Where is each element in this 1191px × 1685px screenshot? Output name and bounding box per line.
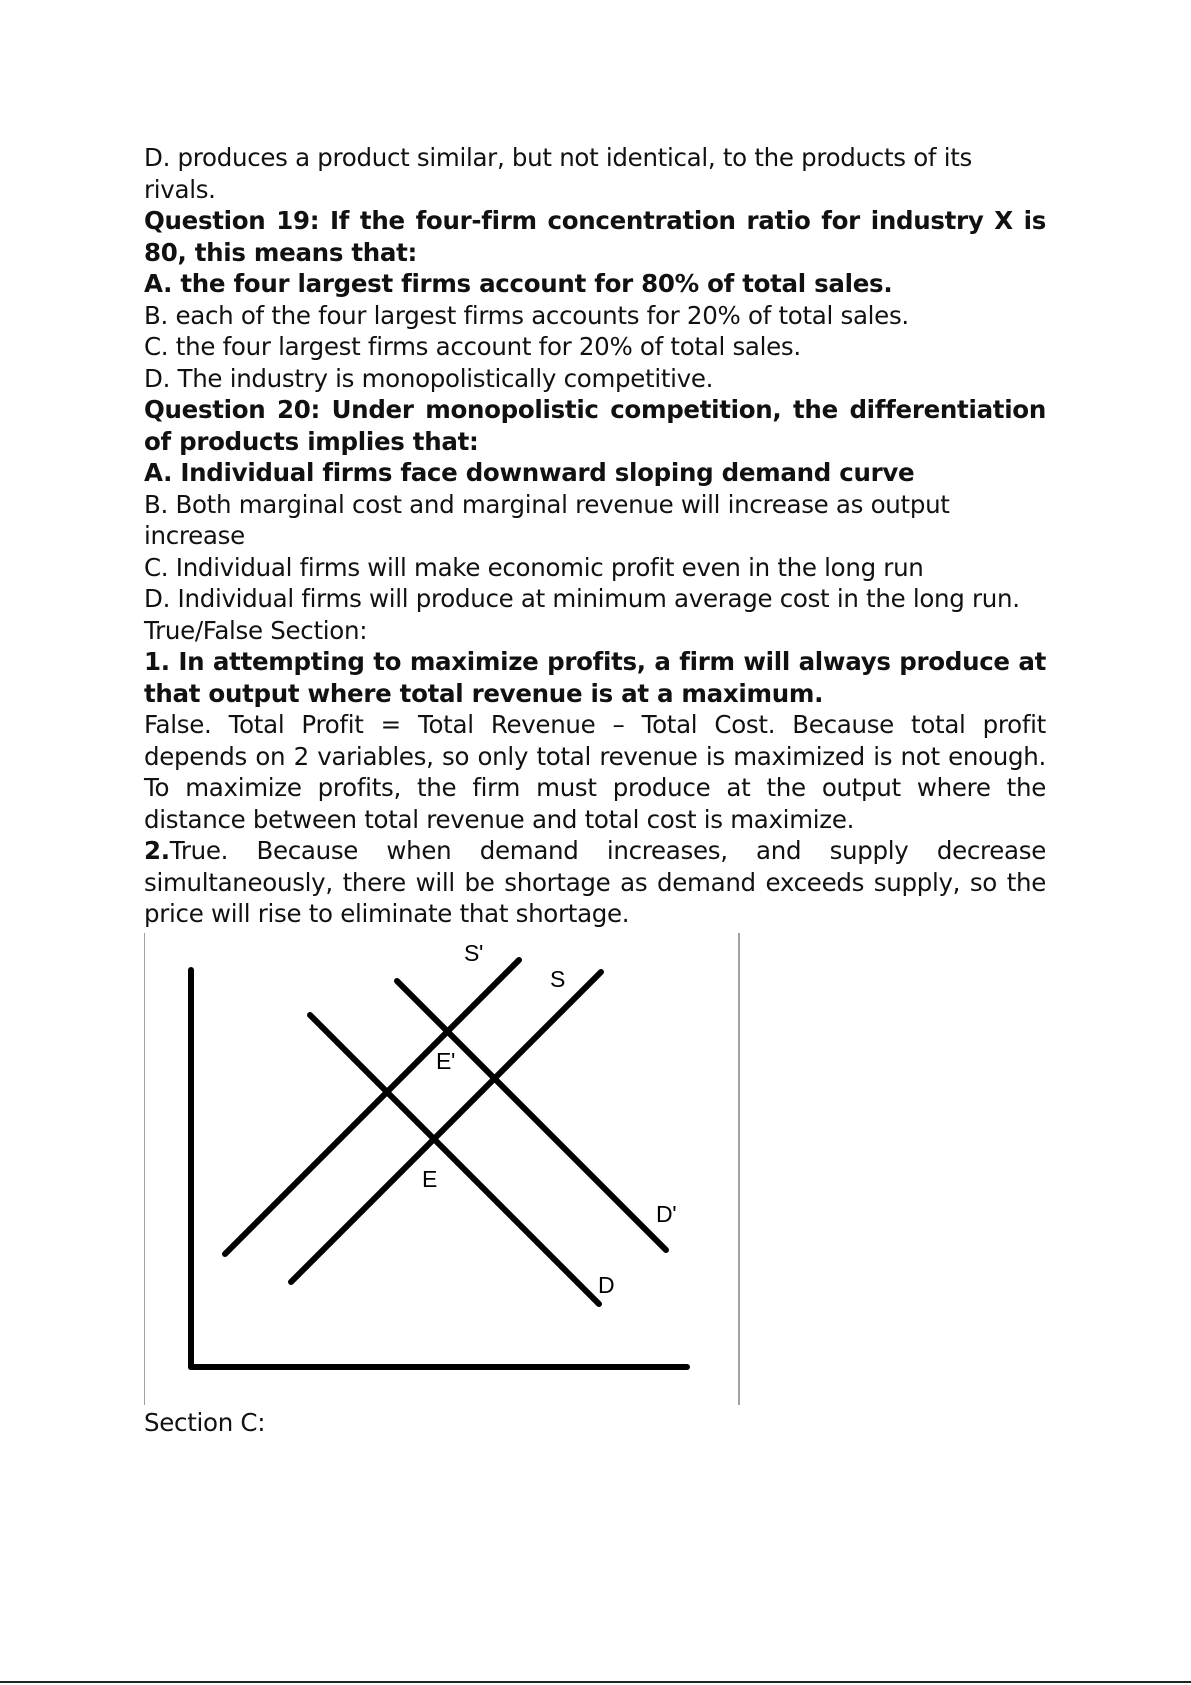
tf1-question: 1. In attempting to maximize profits, a firm will always produce at that output where total revenue is at a maximum. xyxy=(144,647,1046,708)
tf2-number: 2. xyxy=(144,836,170,865)
supply-curve-s-prime xyxy=(225,960,519,1254)
q20-option-c: C. Individual firms will make economic profit even in the long run xyxy=(144,552,924,582)
label-d-prime: D' xyxy=(656,1200,677,1227)
label-s-prime: S' xyxy=(464,939,484,966)
demand-curve-d-prime xyxy=(397,981,666,1250)
section-c-heading: Section C: xyxy=(144,1407,266,1437)
q19-option-d: D. The industry is monopolistically competitive. xyxy=(144,363,714,393)
q19-option-a: A. the four largest firms account for 80% of total sales. xyxy=(144,269,893,298)
q19-option-b: B. each of the four largest firms accounts for 20% of total sales. xyxy=(144,300,909,330)
q20-option-b: B. Both marginal cost and marginal revenue will increase as output increase xyxy=(144,489,950,550)
page-bottom-rule xyxy=(0,1681,1191,1683)
label-d: D xyxy=(598,1271,615,1298)
label-e: E xyxy=(422,1165,438,1192)
q19-option-c: C. the four largest firms account for 20% of total sales. xyxy=(144,332,801,361)
tf2-answer: True. Because when demand increases, and supply decrease simultaneously, there will be shortage as demand exceeds supply, so the price will rise to eliminate that shortage. xyxy=(144,836,1046,928)
q18-option-d: D. produces a product similar, but not identical, to the products of its rivals. xyxy=(144,143,972,204)
supply-demand-svg xyxy=(144,931,740,1407)
supply-curve-s xyxy=(291,972,601,1282)
tf-section-heading: True/False Section: xyxy=(144,615,368,645)
tf1-answer: False. Total Profit = Total Revenue – Total Cost. Because total profit depends on 2 variables, so only total revenue is maximized is not enough. To maximize profits, the firm must produce at the output where the distance between total revenue and total cost is maximize. xyxy=(144,710,1046,834)
q19-title: Question 19: If the four-firm concentration ratio for industry X is 80, this means that: xyxy=(144,206,1046,267)
tf2-paragraph xyxy=(144,835,1046,930)
label-s: S xyxy=(550,965,566,992)
q20-option-a: A. Individual firms face downward sloping demand curve xyxy=(144,458,915,487)
q20-option-d: D. Individual firms will produce at minimum average cost in the long run. xyxy=(144,584,1020,613)
supply-demand-diagram xyxy=(144,931,740,1407)
label-e-prime: E' xyxy=(436,1047,456,1074)
document-body xyxy=(144,142,1046,1438)
q20-title: Question 20: Under monopolistic competition, the differentiation of products implies that: xyxy=(144,395,1046,456)
